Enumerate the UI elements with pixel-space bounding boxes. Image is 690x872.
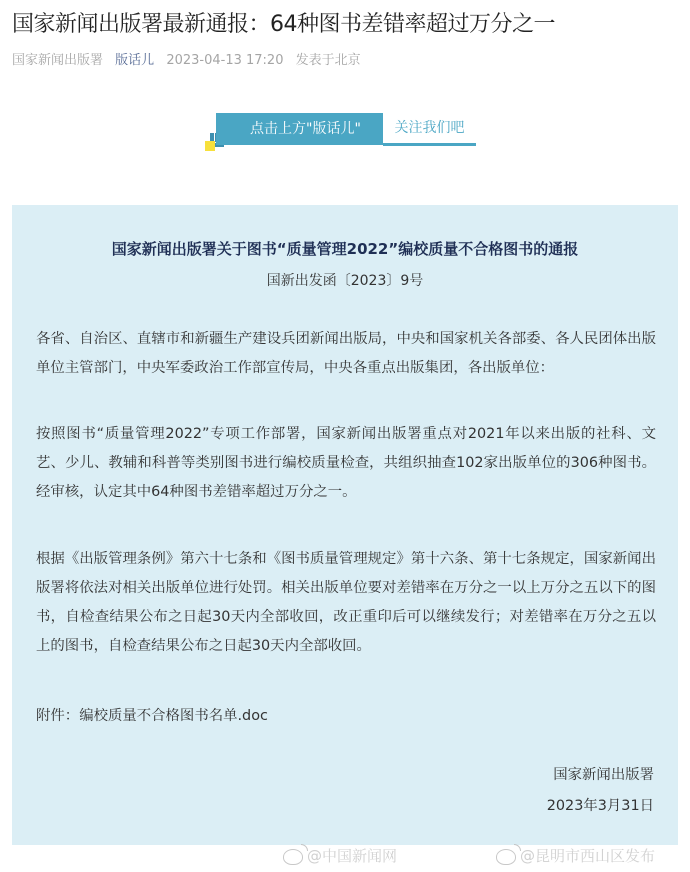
attachment-label: 附件： — [36, 708, 80, 724]
watermark-xishan — [496, 845, 655, 867]
notice-title: 国家新闻出版署关于图书“质量管理2022”编校质量不合格图书的通报 — [111, 240, 579, 258]
article-title: 国家新闻出版署最新通报：64种图书差错率超过万分之一 — [12, 12, 555, 37]
article-meta — [12, 52, 369, 70]
notice-paragraph-recipients: 各省、自治区、直辖市和新疆生产建设兵团新闻出版局，中央和国家机关各部委、各人民团体出版单位主管部门，中央军委政治工作部宣传局，中央各重点出版集团，各出版单位： — [36, 331, 656, 376]
follow-banner[interactable] — [216, 113, 476, 149]
weibo-icon — [496, 849, 516, 865]
watermark-text: @昆明市西山区发布 — [520, 847, 656, 865]
watermark-chinanews — [283, 845, 397, 867]
article-source: 国家新闻出版署 — [12, 53, 104, 68]
decorative-square-yellow-icon — [205, 141, 215, 151]
article-location: 发表于北京 — [295, 53, 361, 68]
notice-signature: 国家新闻出版署 — [553, 767, 654, 783]
weibo-icon — [283, 849, 303, 865]
notice-box — [12, 205, 678, 845]
watermark-text: @中国新闻网 — [307, 847, 398, 865]
attachment-file-link[interactable]: 编校质量不合格图书名单.doc — [79, 708, 268, 724]
article-author-link[interactable]: 版话儿 — [115, 53, 155, 68]
article-datetime: 2023-04-13 17:20 — [166, 53, 284, 68]
follow-banner-right[interactable]: 关注我们吧 — [383, 113, 476, 146]
notice-date: 2023年3月31日 — [546, 798, 654, 814]
notice-doc-number: 国新出发函〔2023〕9号 — [266, 273, 424, 289]
notice-attachment — [36, 702, 656, 731]
follow-banner-left[interactable]: 点击上方"版话儿" — [216, 113, 383, 145]
notice-paragraph-penalty: 根据《出版管理条例》第六十七条和《图书质量管理规定》第十六条、第十七条规定，国家新闻出版署将依法对相关出版单位进行处罚。相关出版单位要对差错率在万分之一以上万分之五以下的图书，自检查结果公布之日起30天内全部收回，改正重印后可以继续发行；对差错率在万分之五以上的图书，自检查结果公布之日起30天内全部收回。 — [36, 551, 656, 654]
notice-paragraph-inspection: 按照图书“质量管理2022”专项工作部署，国家新闻出版署重点对2021年以来出版的社科、文艺、少儿、教辅和科普等类别图书进行编校质量检查，共组织抽查102家出版单位的306种图书。经审核，认定其中64种图书差错率超过万分之一。 — [36, 426, 656, 500]
